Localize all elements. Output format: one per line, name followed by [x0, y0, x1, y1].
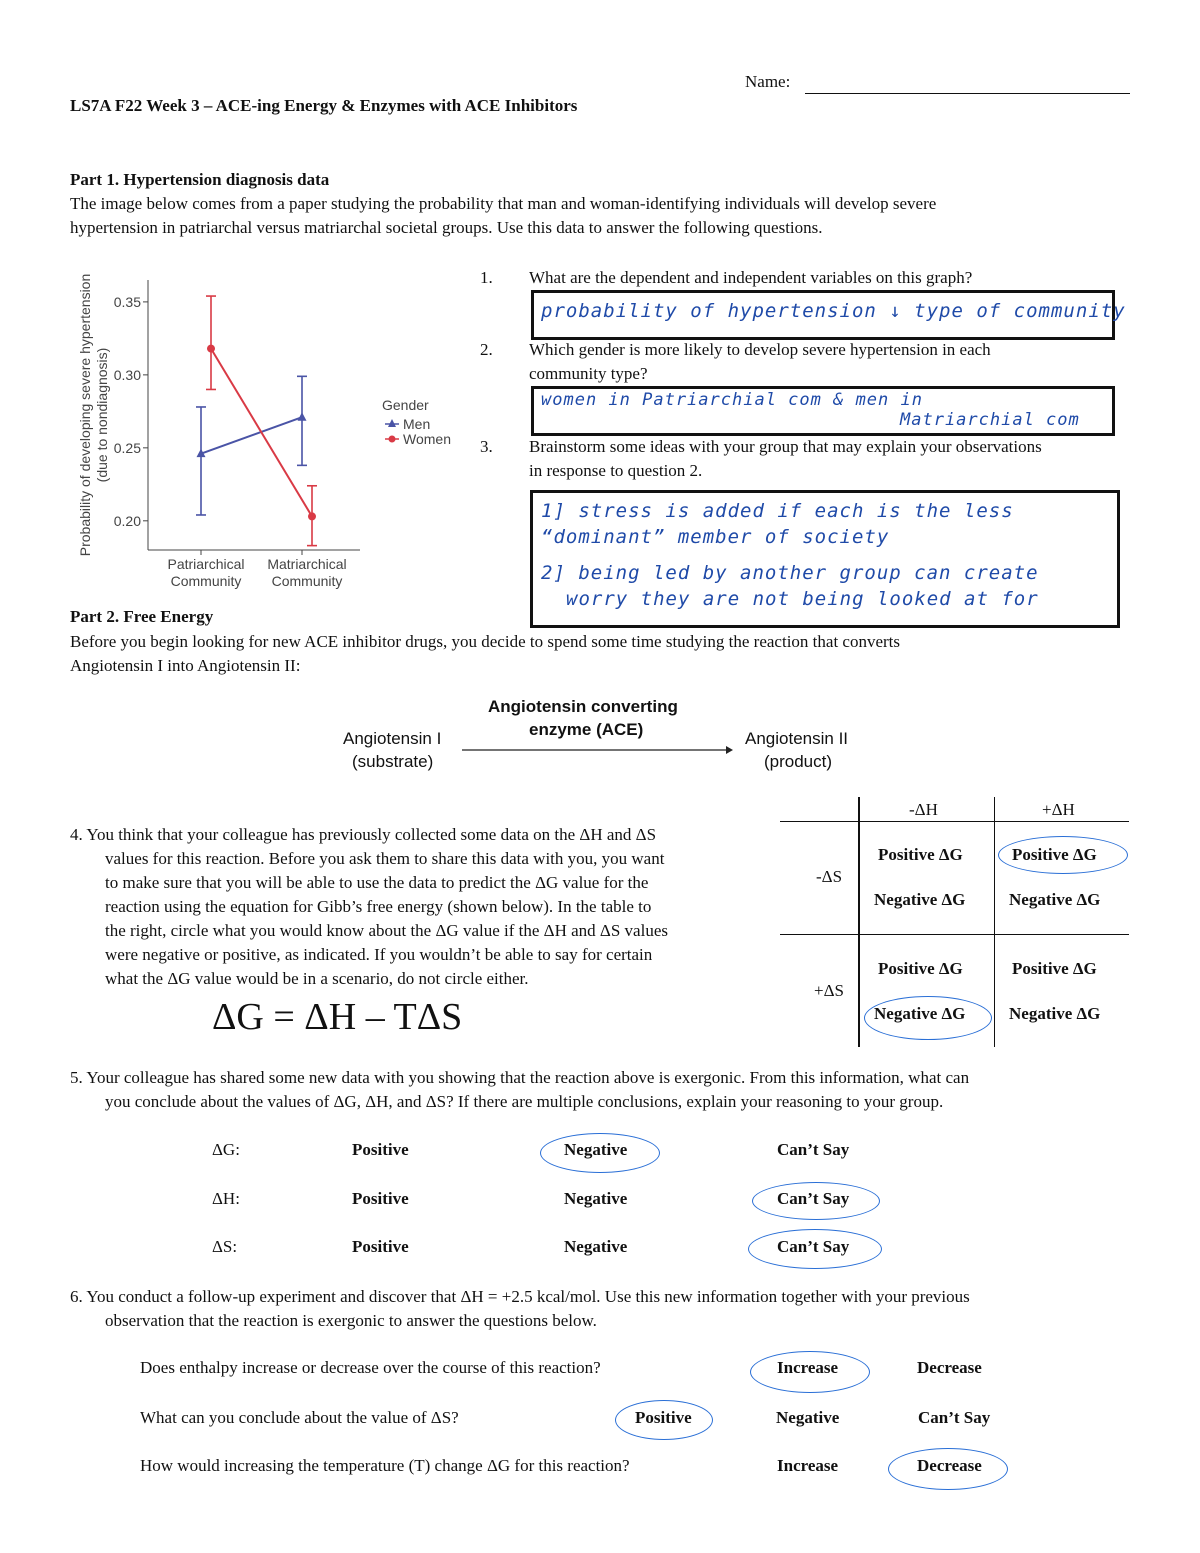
- legend-label-women: Women: [403, 431, 451, 447]
- q6-line-1: 6. You conduct a follow-up experiment and discover that ΔH = +2.5 kcal/mol. Use this new information together with your previous: [70, 1287, 970, 1306]
- q4-line-5: the right, circle what you would know about the ΔG value if the ΔH and ΔS values: [105, 921, 668, 940]
- reaction-arrow: [460, 744, 735, 756]
- q5-dh-negative[interactable]: Negative: [564, 1189, 628, 1208]
- q3-num: 3.: [480, 437, 493, 456]
- q6c-decrease[interactable]: Decrease: [917, 1456, 982, 1475]
- part2-heading: Part 2. Free Energy: [70, 607, 214, 626]
- gibbs-equation: ΔG = ΔH – TΔS: [212, 996, 463, 1038]
- q5-dg-negative[interactable]: Negative: [564, 1140, 628, 1159]
- q4-line-4: reaction using the equation for Gibb’s free energy (shown below). In the table to: [105, 897, 652, 916]
- data-point-women: [308, 512, 316, 520]
- q6c-question: How would increasing the temperature (T) change ΔG for this reaction?: [140, 1456, 630, 1475]
- q5-dh-cant-say[interactable]: Can’t Say: [777, 1189, 850, 1208]
- q5-ds-negative[interactable]: Negative: [564, 1237, 628, 1256]
- table-hline-top: [780, 821, 1129, 822]
- q1-num: 1.: [480, 268, 493, 287]
- data-point-women: [207, 345, 215, 353]
- product-label-1: Angiotensin II: [745, 729, 849, 748]
- q5-dg-positive[interactable]: Positive: [352, 1140, 409, 1159]
- substrate-label-1: Angiotensin I: [343, 729, 442, 748]
- q3-text-2: in response to question 2.: [529, 461, 703, 480]
- q3-text-1: Brainstorm some ideas with your group that may explain your observations: [529, 437, 1042, 456]
- q6a-decrease[interactable]: Decrease: [917, 1358, 982, 1377]
- part1-intro-2: hypertension in patriarchal versus matriarchal societal groups. Use this data to answer the following questions.: [70, 218, 823, 237]
- q6b-positive[interactable]: Positive: [635, 1408, 692, 1427]
- cell-posdh-negds-pos[interactable]: Positive ΔG: [1012, 845, 1097, 864]
- circle-mark-q6a: [750, 1351, 870, 1393]
- x-tick-label: Community: [170, 573, 242, 589]
- enzyme-label-1: Angiotensin converting: [488, 697, 678, 716]
- part2-intro-2: Angiotensin I into Angiotensin II:: [70, 656, 301, 675]
- q5-line-1: 5. Your colleague has shared some new data with you showing that the reaction above is exergonic. From this information, what can: [70, 1068, 970, 1087]
- y-tick-label: 0.20: [113, 512, 141, 529]
- y-tick-label: 0.30: [113, 366, 141, 383]
- enzyme-label-2: enzyme (ACE): [529, 720, 644, 739]
- part1-heading: Part 1. Hypertension diagnosis data: [70, 170, 330, 189]
- circle-mark-q5-dh: [752, 1182, 880, 1220]
- name-label: Name:: [745, 72, 791, 91]
- q2-text-2: community type?: [529, 364, 648, 383]
- series-line-women: [211, 349, 312, 517]
- q4-line-1: 4. You think that your colleague has previously collected some data on the ΔH and ΔS: [70, 825, 657, 844]
- q6b-cant-say[interactable]: Can’t Say: [918, 1408, 991, 1427]
- cell-negdh-posds-neg[interactable]: Negative ΔG: [874, 1004, 966, 1023]
- x-tick-label: Patriarchical: [167, 556, 245, 572]
- circle-mark-q6c: [888, 1448, 1008, 1490]
- circle-mark-q5-dg: [540, 1133, 660, 1173]
- q3-answer-3: 2] being led by another group can create: [541, 562, 1039, 584]
- circle-mark-q6b: [615, 1400, 713, 1440]
- q2-text-1: Which gender is more likely to develop severe hypertension in each: [529, 340, 991, 359]
- q2-answer-2: Matriarchial com: [900, 410, 1080, 430]
- x-tick-label: Matriarchical: [267, 556, 347, 572]
- q3-answer-4: worry they are not being looked at for: [566, 588, 1039, 610]
- q3-answer-1: 1] stress is added if each is the less: [541, 500, 1014, 522]
- q1-answer: probability of hypertension ↓ type of community: [541, 300, 1126, 322]
- product-label-2: (product): [764, 752, 833, 771]
- q3-answer-2: “dominant” member of society: [541, 526, 890, 548]
- q6a-question: Does enthalpy increase or decrease over the course of this reaction?: [140, 1358, 601, 1377]
- q5-ds-positive[interactable]: Positive: [352, 1237, 409, 1256]
- circle-mark-posdh-negds: [998, 836, 1128, 874]
- q6a-increase[interactable]: Increase: [777, 1358, 839, 1377]
- q4-line-6: were negative or positive, as indicated. If you wouldn’t be able to say for certain: [105, 945, 653, 964]
- x-tick-label: Community: [271, 573, 343, 589]
- table-row-header-pos-ds: +ΔS: [814, 981, 844, 1000]
- cell-posdh-negds-neg[interactable]: Negative ΔG: [1009, 890, 1101, 909]
- q5-ds-cant-say[interactable]: Can’t Say: [777, 1237, 850, 1256]
- q5-line-2: you conclude about the values of ΔG, ΔH, and ΔS? If there are multiple conclusions, explain your reasoning to your group.: [105, 1092, 944, 1111]
- substrate-label-2: (substrate): [352, 752, 434, 771]
- y-tick-label: 0.25: [113, 439, 141, 456]
- table-vline-mid: [994, 797, 995, 1047]
- q2-num: 2.: [480, 340, 493, 359]
- q5-dg-cant-say[interactable]: Can’t Say: [777, 1140, 850, 1159]
- q4-line-7: what the ΔG value would be in a scenario, do not circle either.: [105, 969, 529, 988]
- q5-dh-positive[interactable]: Positive: [352, 1189, 409, 1208]
- table-vline-left: [858, 797, 860, 1047]
- part1-intro-1: The image below comes from a paper studying the probability that man and woman-identifying individuals will develop severe: [70, 194, 937, 213]
- cell-negdh-negds-pos[interactable]: Positive ΔG: [878, 845, 963, 864]
- page-title: LS7A F22 Week 3 – ACE-ing Energy & Enzymes with ACE Inhibitors: [70, 96, 578, 115]
- part2-intro-1: Before you begin looking for new ACE inhibitor drugs, you decide to spend some time studying the reaction that converts: [70, 632, 901, 651]
- hypertension-chart: [70, 258, 470, 598]
- table-hline-mid: [780, 934, 1129, 935]
- q2-answer-1: women in Patriarchial com & men in: [541, 390, 923, 410]
- y-axis-label-sub: (due to nondiagnosis): [94, 347, 110, 483]
- legend-marker-men: [388, 419, 396, 427]
- circle-mark-q5-ds: [748, 1229, 882, 1269]
- q6c-increase[interactable]: Increase: [777, 1456, 839, 1475]
- table-row-header-neg-ds: -ΔS: [816, 867, 843, 886]
- q6-line-2: observation that the reaction is exergonic to answer the questions below.: [105, 1311, 597, 1330]
- y-tick-label: 0.35: [113, 293, 141, 310]
- data-point-men: [298, 412, 307, 421]
- series-line-men: [201, 417, 302, 453]
- legend-title: Gender: [382, 397, 429, 413]
- q1-text: What are the dependent and independent variables on this graph?: [529, 268, 973, 287]
- legend-label-men: Men: [403, 416, 431, 432]
- y-axis-label: Probability of developing severe hypertension: [77, 273, 93, 557]
- table-col-header-pos-dh: +ΔH: [1042, 800, 1075, 819]
- cell-negdh-posds-pos[interactable]: Positive ΔG: [878, 959, 963, 978]
- q4-line-3: to make sure that you will be able to use the data to predict the ΔG value for the: [105, 873, 649, 892]
- cell-posdh-posds-pos[interactable]: Positive ΔG: [1012, 959, 1097, 978]
- q5-label-ds: ΔS:: [212, 1237, 238, 1256]
- cell-negdh-negds-neg[interactable]: Negative ΔG: [874, 890, 966, 909]
- table-col-header-neg-dh: -ΔH: [909, 800, 938, 819]
- q5-label-dh: ΔH:: [212, 1189, 240, 1208]
- name-line[interactable]: [805, 92, 1130, 94]
- q6b-question: What can you conclude about the value of ΔS?: [140, 1408, 459, 1427]
- q5-label-dg: ΔG:: [212, 1140, 240, 1159]
- circle-mark-negdh-posds: [864, 996, 992, 1040]
- q6b-negative[interactable]: Negative: [776, 1408, 840, 1427]
- q4-line-2: values for this reaction. Before you ask them to share this data with you, you want: [105, 849, 665, 868]
- cell-posdh-posds-neg[interactable]: Negative ΔG: [1009, 1004, 1101, 1023]
- legend-marker-women: [389, 436, 396, 443]
